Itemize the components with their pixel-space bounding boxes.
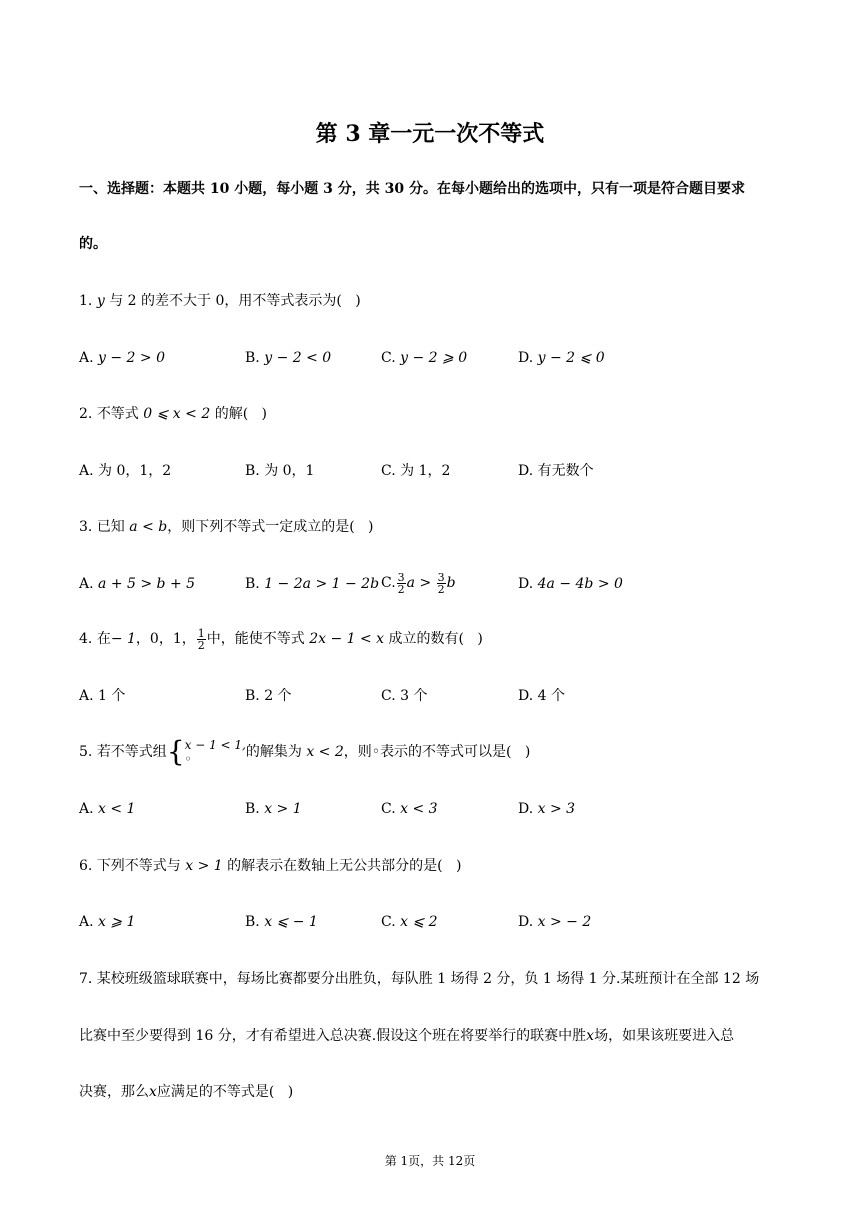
question-number: 4. (79, 631, 93, 647)
q1-option-d (518, 349, 605, 367)
q1-option-b (245, 349, 331, 367)
variable: a (406, 575, 416, 591)
system-line-2: ◦ (184, 752, 192, 766)
option-label: A. (79, 576, 94, 592)
option-text: 为 0，1 (264, 463, 315, 479)
question-2 (79, 405, 267, 423)
question-text: 在 (96, 631, 111, 647)
option-text: 有无数个 (537, 463, 594, 479)
question-expr: a < b (129, 519, 168, 535)
question-text: 场，如果该班要进入总 (594, 1028, 735, 1044)
q6-option-c (381, 913, 438, 931)
q5-option-a (79, 800, 135, 818)
option-label: C. (381, 914, 396, 930)
option-label: B. (245, 463, 260, 479)
question-7-line1: 7. 某校班级篮球联赛中，每场比赛都要分出胜负，每队胜 1 场得 2 分，负 1 场得 1 分.某班预计在全部 12 场 (79, 971, 760, 987)
option-expr: x ⩽ − 1 (264, 914, 318, 930)
option-label: D. (518, 576, 534, 592)
question-5 (79, 734, 530, 770)
fraction (397, 572, 406, 595)
variable: b (446, 575, 456, 591)
fraction (437, 572, 446, 595)
question-text: ，则◦表示的不等式可以是( (343, 744, 512, 760)
option-label: A. (79, 914, 94, 930)
q2-option-b (245, 462, 314, 480)
q6-option-a (79, 913, 135, 931)
q4-option-d (518, 687, 565, 705)
q4-option-b (245, 687, 292, 705)
paren-close: ) (368, 519, 374, 535)
q5-option-d (518, 800, 575, 818)
question-number: 1. (79, 293, 93, 309)
q5-option-b (245, 800, 302, 818)
option-expr: y − 2 ⩽ 0 (537, 350, 605, 366)
option-label: D. (518, 688, 534, 704)
option-expr: y − 2 < 0 (264, 350, 332, 366)
question-number: 2. (79, 406, 93, 422)
option-label: A. (79, 350, 94, 366)
option-text: 1 个 (98, 688, 126, 704)
question-4 (79, 623, 483, 655)
q3-option-c (381, 567, 456, 599)
q1-option-a (79, 349, 165, 367)
question-text: 中，能使不等式 (206, 631, 305, 647)
q3-option-a (79, 575, 195, 593)
option-label: D. (518, 801, 534, 817)
question-text: 已知 (96, 519, 125, 535)
question-expr: x > 1 (185, 858, 223, 874)
section-heading-line2: 的。 (79, 236, 107, 252)
option-label: B. (245, 801, 260, 817)
option-label: D. (518, 914, 534, 930)
question-expr: − 1 (110, 631, 136, 647)
fraction-denominator: 2 (397, 582, 405, 596)
option-expr: y − 2 ⩾ 0 (400, 350, 468, 366)
variable: x (149, 1084, 157, 1100)
option-expr: x ⩽ 2 (400, 914, 438, 930)
option-expr: 4a − 4b > 0 (537, 576, 623, 592)
option-expr: 1 − 2a > 1 − 2b (264, 576, 380, 592)
question-6 (79, 857, 461, 875)
question-number: 5. (79, 744, 93, 760)
option-label: C. (381, 350, 396, 366)
option-label: B. (245, 914, 260, 930)
q4-option-a (79, 687, 125, 705)
question-text: 的解表示在数轴上无公共部分的是( (227, 858, 443, 874)
paren-close: ) (355, 293, 361, 309)
question-number: 3. (79, 519, 93, 535)
option-label: A. (79, 688, 94, 704)
paren-close: ) (455, 858, 462, 874)
option-label: D. (518, 463, 534, 479)
fraction-numerator: 3 (437, 570, 445, 584)
option-expr: y − 2 > 0 (98, 350, 166, 366)
question-text: 下列不等式与 (96, 858, 181, 874)
paren-close: ) (477, 631, 483, 647)
option-expr: x > − 2 (537, 914, 592, 930)
paren-close: ) (261, 406, 267, 422)
fraction-numerator: 3 (397, 570, 405, 584)
option-expr: a + 5 > b + 5 (98, 576, 196, 592)
option-label: B. (245, 688, 260, 704)
question-number: 6. (79, 858, 93, 874)
page-footer: 第 1页，共 12页 (384, 1154, 476, 1168)
variable: y (96, 293, 105, 309)
question-text: 成立的数有( (388, 631, 464, 647)
option-text: 为 0，1，2 (98, 463, 172, 479)
fraction (197, 628, 206, 651)
option-text: 3 个 (400, 688, 428, 704)
option-expr: x < 1 (98, 801, 136, 817)
paren-close: ) (287, 1084, 294, 1100)
question-1 (79, 292, 361, 310)
question-7-line2 (79, 1027, 734, 1045)
system-line-1: x − 1 < 1, (184, 738, 246, 752)
question-expr: 2x − 1 < x (309, 631, 385, 647)
fraction-denominator: 2 (437, 582, 445, 596)
left-brace: { (166, 735, 185, 768)
page-title: 第 3 章一元一次不等式 (315, 121, 545, 147)
q3-option-d (518, 575, 623, 593)
question-text: 不等式 (96, 406, 139, 422)
question-expr: x < 2 (306, 744, 344, 760)
inequality-system (185, 738, 246, 766)
option-expr: x > 3 (537, 801, 576, 817)
q3-option-b (245, 575, 379, 593)
q6-option-b (245, 913, 318, 931)
section-heading-line1: 一、选择题：本题共 10 小题，每小题 3 分，共 30 分。在每小题给出的选项中，只有一项是符合题目要求 (79, 181, 745, 197)
question-text: 与 2 的差不大于 0，用不等式表示为( (109, 293, 342, 309)
question-text: 比赛中至少要得到 16 分，才有希望进入总决赛.假设这个班在将要举行的联赛中胜 (79, 1028, 587, 1044)
q4-option-c (381, 687, 427, 705)
option-label: D. (518, 350, 534, 366)
variable: x (586, 1028, 595, 1044)
option-label: C. (381, 575, 396, 591)
question-7-line3 (79, 1083, 293, 1101)
question-3 (79, 518, 374, 536)
option-label: C. (381, 463, 396, 479)
q2-option-c (381, 462, 450, 480)
option-text: 4 个 (537, 688, 565, 704)
question-text: 若不等式组 (96, 744, 167, 760)
option-label: B. (245, 350, 260, 366)
operator: > (419, 575, 432, 591)
option-label: A. (79, 801, 94, 817)
question-text: 的解集为 (245, 744, 302, 760)
option-text: 2 个 (264, 688, 292, 704)
option-label: B. (245, 576, 260, 592)
q2-option-a (79, 462, 171, 480)
q1-option-c (381, 349, 467, 367)
fraction-denominator: 2 (197, 638, 205, 652)
question-text: 的解( (214, 406, 249, 422)
question-text: ，0，1， (135, 631, 196, 647)
option-label: A. (79, 463, 94, 479)
q5-option-c (381, 800, 438, 818)
fraction-numerator: 1 (197, 626, 205, 640)
question-expr: 0 ⩽ x < 2 (143, 406, 211, 422)
question-text: 应满足的不等式是( (156, 1084, 275, 1100)
question-text: 决赛，那么 (79, 1084, 149, 1100)
option-expr: x ⩾ 1 (98, 914, 136, 930)
option-expr: x > 1 (264, 801, 302, 817)
option-text: 为 1，2 (400, 463, 451, 479)
option-label: C. (381, 801, 396, 817)
question-text: ，则下列不等式一定成立的是( (167, 519, 355, 535)
option-expr: x < 3 (400, 801, 438, 817)
q2-option-d (518, 462, 594, 480)
q6-option-d (518, 913, 591, 931)
paren-close: ) (524, 744, 531, 760)
option-label: C. (381, 688, 396, 704)
